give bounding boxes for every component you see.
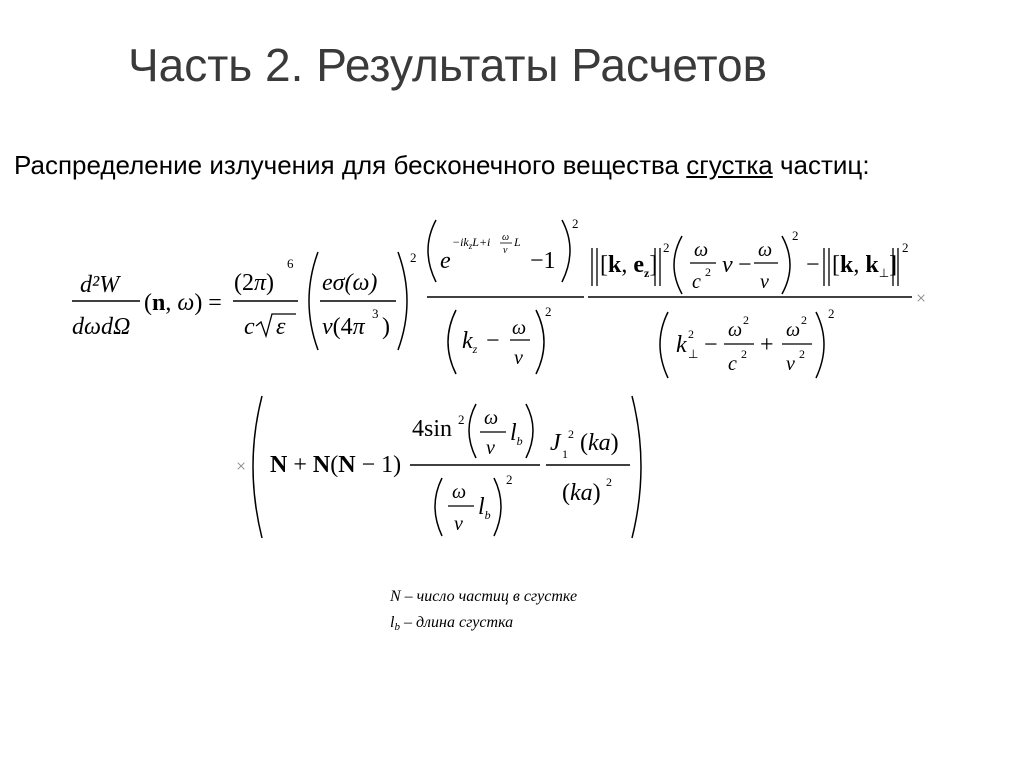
svg-text:ω: ω — [452, 481, 467, 503]
f4-num-kk: [k, $k_\perp$] — [832, 252, 898, 280]
svg-text:2: 2 — [743, 313, 749, 327]
f2-den: v(4π — [322, 314, 365, 340]
svg-text:dωdΩ: dωdΩ — [72, 314, 131, 340]
notes — [390, 584, 577, 640]
svg-text:c: c — [728, 353, 737, 375]
note-lb-symbol: l — [390, 614, 395, 631]
svg-text:2: 2 — [458, 412, 465, 427]
row2-J: J — [550, 430, 561, 456]
f2-den-close: ) — [382, 314, 390, 340]
f4-den-lparen — [660, 312, 668, 378]
svg-text:2: 2 — [606, 475, 612, 489]
svg-text:−: − — [704, 332, 718, 358]
f4-den-rparen — [816, 312, 824, 378]
f3-num-lparen — [428, 220, 436, 282]
f4-num-ke-exp: 2 — [663, 240, 670, 255]
svg-text:lb: $l_b$ — [478, 494, 491, 522]
svg-text:−: − — [486, 328, 500, 354]
f3-num-minus1: −1 — [530, 248, 556, 274]
f2-rparen — [398, 252, 407, 350]
note-lb — [390, 610, 577, 640]
svg-text:2: 2 — [688, 327, 694, 341]
svg-text:ω: ω — [728, 319, 743, 341]
note-lb-sub: b — [394, 621, 400, 633]
row2-4sin: 4sin — [412, 416, 453, 442]
svg-text:ω: ω — [484, 407, 499, 429]
f3-num-exp: $-ik_zL+i$ — [452, 235, 491, 251]
svg-text:v: v — [503, 245, 508, 256]
f3-den-rparen — [536, 310, 544, 374]
f2-den-exp: 3 — [372, 306, 379, 321]
svg-text:d²W: d²W — [80, 272, 120, 298]
svg-text:2: 2 — [568, 427, 574, 441]
times-2: × — [236, 456, 247, 476]
lhs-args: (n, ω) = — [144, 290, 222, 316]
svg-text:1: 1 — [562, 447, 568, 461]
row2-lparen — [253, 396, 262, 538]
svg-text:−: − — [806, 252, 820, 278]
f1-den-eps: ε — [276, 314, 286, 340]
f1-num: (2π) — [234, 270, 275, 296]
svg-text:+: + — [760, 332, 774, 358]
note-N: N – число частиц в сгустке — [390, 588, 578, 605]
f4-num-ke: [k, $e_z$] — [600, 252, 658, 280]
slide-title: Часть 2. Результаты Расчетов — [128, 39, 768, 91]
f4-num-kk-exp: 2 — [902, 240, 909, 255]
f2-lparen — [309, 252, 318, 350]
svg-text:ω: ω — [512, 317, 527, 339]
f4-mid-lparen — [674, 236, 682, 294]
svg-text:2: 2 — [801, 313, 807, 327]
f2-num: eσ(ω) — [322, 270, 378, 296]
subtitle-underlined: сгустка — [686, 150, 773, 180]
f3-num-exp2: 2 — [572, 216, 579, 231]
svg-text:v: v — [486, 437, 495, 459]
subtitle-post: частиц: — [772, 150, 870, 180]
svg-text:(ka): (ka) — [580, 430, 619, 456]
svg-text:v: v — [514, 347, 523, 369]
f3-den-kz: $k_z$ — [462, 328, 478, 356]
row2-rparen — [632, 396, 641, 538]
times-1: × — [916, 288, 927, 308]
svg-text:v: v — [454, 513, 463, 535]
svg-text:ω: ω — [694, 239, 709, 261]
f1-den-c: c — [244, 314, 255, 340]
svg-text:ω: ω — [786, 319, 801, 341]
f4-num-mid-exp: 2 — [792, 228, 799, 243]
f3-num-e: e — [440, 248, 451, 274]
subtitle-pre: Распределение излучения для бесконечного вещества — [14, 150, 687, 180]
svg-text:−: − — [738, 252, 752, 278]
f4-mid-rparen — [782, 236, 790, 294]
lhs-fraction — [72, 272, 130, 340]
f3-den-exp: 2 — [545, 304, 552, 319]
row2-J-den: (ka) — [562, 480, 601, 506]
f4-den-exp: 2 — [828, 306, 835, 321]
svg-text:c: c — [692, 271, 701, 293]
svg-text:lb: $l_b$ — [510, 420, 523, 448]
f3-num-rparen — [562, 220, 570, 282]
svg-text:v: v — [786, 353, 795, 375]
note-lb-text: – длина сгустка — [399, 614, 514, 631]
f3-den-lparen — [448, 310, 456, 374]
svg-text:v: v — [722, 252, 733, 278]
svg-text:2: 2 — [799, 347, 805, 361]
f1-num-exp: 6 — [287, 256, 294, 271]
svg-text:⊥: ⊥ — [688, 347, 699, 361]
svg-text:2: 2 — [741, 347, 747, 361]
f2-exp: 2 — [410, 250, 417, 265]
svg-text:L: L — [514, 235, 521, 249]
f3-num-exp-frac: ω — [502, 232, 510, 243]
row2-NN: N + N(N − 1) — [270, 452, 402, 478]
svg-text:k: k — [676, 332, 687, 358]
svg-text:v: v — [760, 271, 769, 293]
svg-text:ω: ω — [758, 239, 773, 261]
f4-norm-left — [592, 248, 597, 286]
svg-text:2: 2 — [506, 472, 513, 487]
svg-text:2: 2 — [705, 265, 711, 279]
